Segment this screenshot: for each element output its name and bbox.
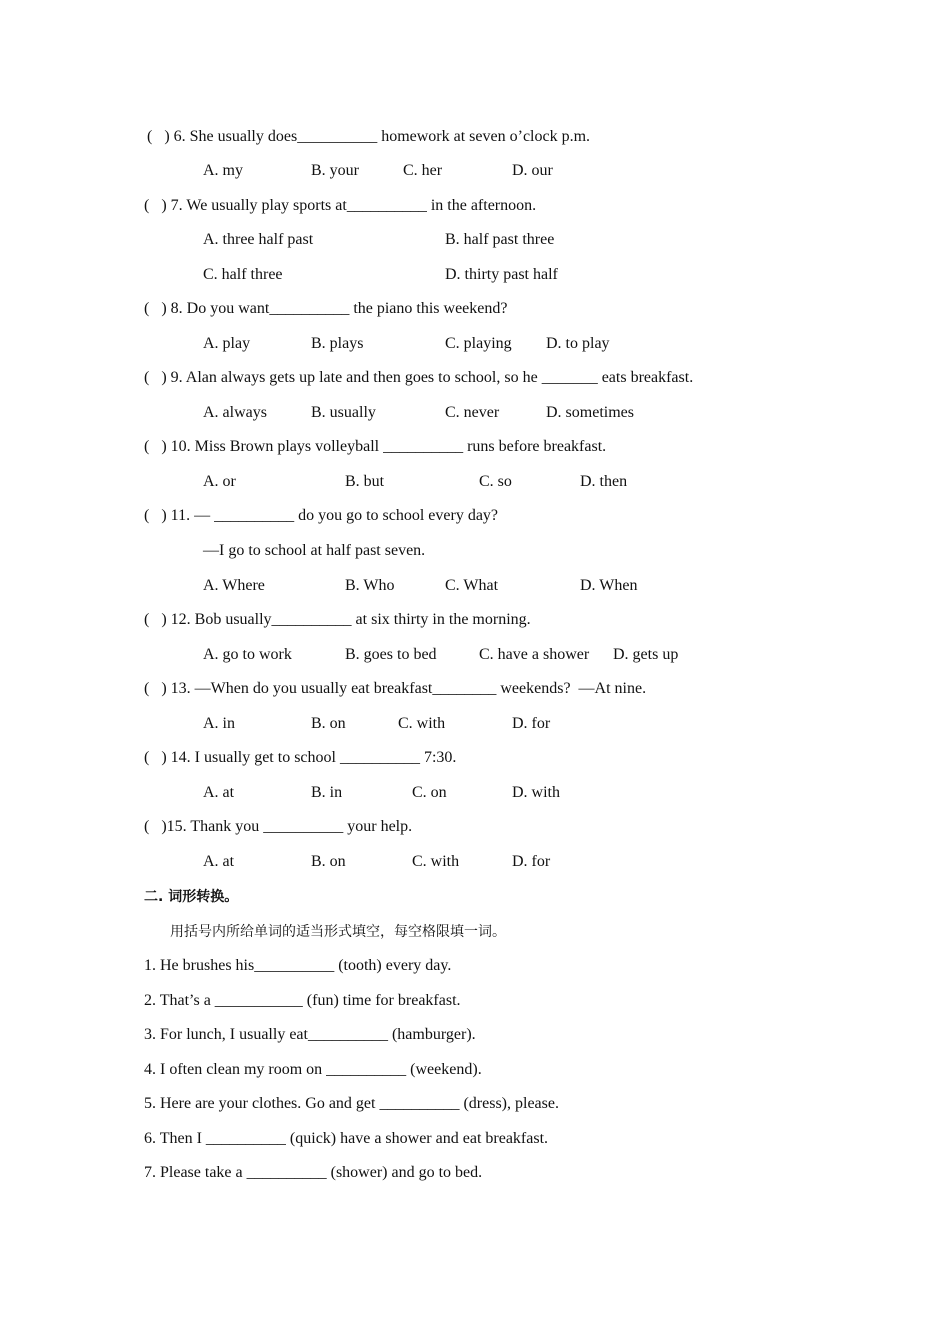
q6-option-d: D. our <box>512 162 553 179</box>
q11-answer-line: —I go to school at half past seven. <box>203 542 426 559</box>
q8-option-b: B. plays <box>311 335 364 352</box>
q12-option-c: C. have a shower <box>479 646 590 663</box>
q6-option-c: C. her <box>403 162 443 179</box>
q6-option-b: B. your <box>311 162 359 179</box>
q14-option-b: B. in <box>311 784 343 801</box>
q7-option-b: B. half past three <box>445 231 555 248</box>
q12-option-b: B. goes to bed <box>345 646 437 663</box>
q8-option-a: A. play <box>203 335 251 352</box>
q6-option-a: A. my <box>203 162 243 179</box>
word-form-item-1: 1. He brushes his__________ (tooth) every day. <box>144 957 452 974</box>
word-form-item-6: 6. Then I __________ (quick) have a shower and eat breakfast. <box>144 1130 549 1147</box>
word-form-item-5: 5. Here are your clothes. Go and get __________ (dress), please. <box>144 1095 559 1112</box>
q9-option-b: B. usually <box>311 404 376 421</box>
q8-option-c: C. playing <box>445 335 512 352</box>
q13-option-b: B. on <box>311 715 346 732</box>
q14-option-c: C. on <box>412 784 447 801</box>
q11-option-c: C. What <box>445 577 499 594</box>
section-2-heading: 二. 词形转换。 <box>144 889 239 905</box>
q12-option-d: D. gets up <box>613 646 679 663</box>
q14-option-d: D. with <box>512 784 560 801</box>
q15-option-c: C. with <box>412 853 460 870</box>
question-11: ( ) 11. — __________ do you go to school every day? <box>144 507 499 524</box>
q15-option-a: A. at <box>203 853 235 870</box>
question-15: ( )15. Thank you __________ your help. <box>144 818 413 835</box>
q9-option-a: A. always <box>203 404 267 421</box>
q9-option-c: C. never <box>445 404 500 421</box>
question-10: ( ) 10. Miss Brown plays volleyball __________ runs before breakfast. <box>144 438 607 455</box>
q10-option-d: D. then <box>580 473 628 490</box>
q9-option-d: D. sometimes <box>546 404 634 421</box>
word-form-item-3: 3. For lunch, I usually eat__________ (hamburger). <box>144 1026 476 1043</box>
word-form-item-7: 7. Please take a __________ (shower) and go to bed. <box>144 1164 483 1181</box>
word-form-item-4: 4. I often clean my room on __________ (weekend). <box>144 1061 482 1078</box>
q15-option-b: B. on <box>311 853 346 870</box>
question-7: ( ) 7. We usually play sports at__________ in the afternoon. <box>144 197 537 214</box>
question-6: ( ) 6. She usually does__________ homework at seven o’clock p.m. <box>147 128 591 145</box>
q10-option-a: A. or <box>203 473 236 490</box>
q7-option-a: A. three half past <box>203 231 314 248</box>
q14-option-a: A. at <box>203 784 235 801</box>
q10-option-b: B. but <box>345 473 385 490</box>
q11-option-a: A. Where <box>203 577 265 594</box>
section-2-instruction: 用括号内所给单词的适当形式填空，每空格限填一词。 <box>170 924 506 940</box>
q13-option-a: A. in <box>203 715 235 732</box>
q13-option-d: D. for <box>512 715 551 732</box>
q11-option-b: B. Who <box>345 577 395 594</box>
word-form-item-2: 2. That’s a ___________ (fun) time for breakfast. <box>144 992 461 1009</box>
q8-option-d: D. to play <box>546 335 610 352</box>
q7-option-c: C. half three <box>203 266 283 283</box>
q12-option-a: A. go to work <box>203 646 292 663</box>
q11-option-d: D. When <box>580 577 638 594</box>
question-13: ( ) 13. —When do you usually eat breakfast________ weekends? —At nine. <box>144 680 647 697</box>
q15-option-d: D. for <box>512 853 551 870</box>
q10-option-c: C. so <box>479 473 512 490</box>
q7-option-d: D. thirty past half <box>445 266 558 283</box>
q13-option-c: C. with <box>398 715 446 732</box>
question-8: ( ) 8. Do you want__________ the piano this weekend? <box>144 300 508 317</box>
question-12: ( ) 12. Bob usually__________ at six thirty in the morning. <box>144 611 531 628</box>
question-14: ( ) 14. I usually get to school __________ 7:30. <box>144 749 457 766</box>
question-9: ( ) 9. Alan always gets up late and then goes to school, so he _______ eats breakfast. <box>144 369 694 386</box>
